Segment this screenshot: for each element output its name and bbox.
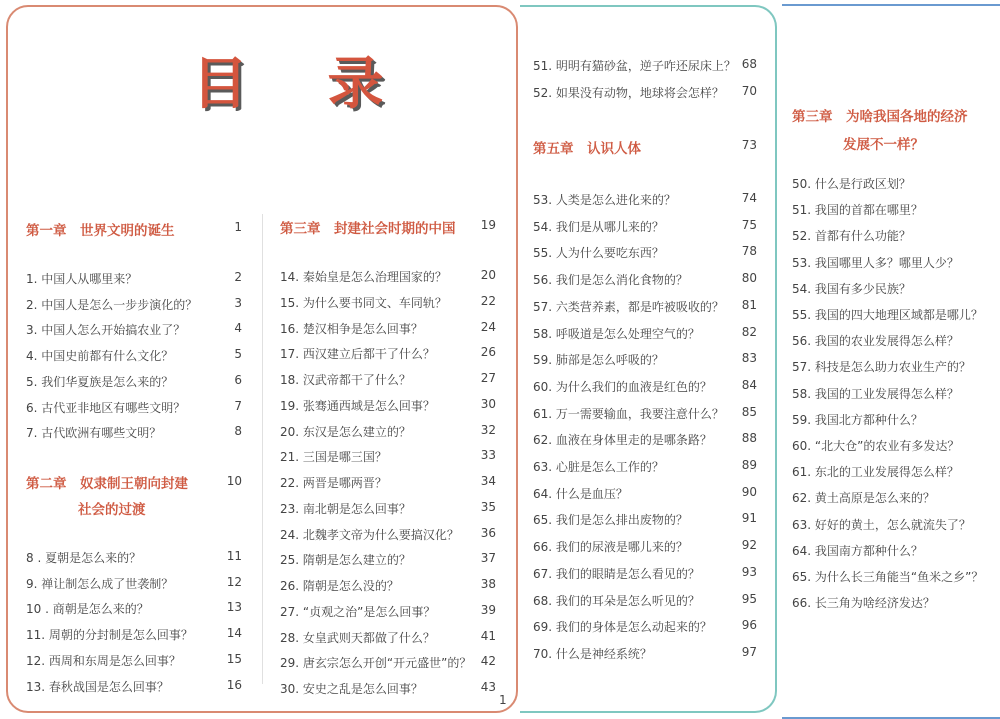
toc-entry: 11. 周朝的分封制是怎么回事？ — [26, 628, 193, 643]
toc-entry-page: 75 — [741, 217, 757, 232]
toc-entry: 8 . 夏朝是怎么来的？ — [26, 551, 142, 565]
toc-entry: 55. 人为什么要吃东西？ — [533, 246, 664, 261]
toc-entry: 16. 楚汉相争是怎么回事？ — [280, 321, 423, 336]
toc-entry: 6. 古代亚非地区有哪些文明？ — [26, 400, 186, 415]
toc-entry-page: 7 — [234, 398, 242, 413]
toc-entry-page: 2 — [234, 270, 242, 284]
toc-entry: 65. 我们是怎么排出废物的？ — [533, 513, 688, 528]
toc-entry: 15. 为什么要书同文、车同轨？ — [280, 295, 447, 310]
toc-entry: 54. 我们是从哪儿来的？ — [533, 219, 664, 234]
chapter-5-heading: 第五章 认识人体 — [533, 141, 641, 157]
toc-entry: 1. 中国人从哪里来？ — [26, 272, 138, 286]
toc-entry-page: 4 — [234, 321, 242, 336]
toc-entry: 52. 如果没有动物，地球将会怎样？ — [533, 86, 724, 100]
toc-entry-page: 13 — [226, 600, 242, 615]
toc-entry: 63. 好好的黄土，怎么就流失了？ — [792, 517, 971, 532]
toc-entry: 29. 唐玄宗怎么开创“开元盛世”的？ — [280, 656, 472, 671]
chapter-1-page: 1 — [234, 220, 242, 234]
toc-entry-page: 80 — [741, 271, 757, 286]
toc-entry-page: 30 — [480, 396, 496, 411]
toc-entry-page: 37 — [480, 551, 496, 566]
toc-entry: 21. 三国是哪三国？ — [280, 450, 387, 465]
toc-entry-page: 74 — [741, 191, 757, 205]
toc-entry-page: 39 — [480, 602, 496, 617]
toc-entry-page: 32 — [480, 422, 496, 437]
toc-entry-page: 81 — [741, 297, 757, 312]
toc-entry-page: 34 — [480, 474, 496, 488]
toc-entry-page: 42 — [480, 654, 496, 669]
toc-entry-page: 22 — [480, 293, 496, 308]
chapter-2-heading: 第二章 奴隶制王朝向封建 — [26, 476, 188, 492]
toc-entry-page: 36 — [480, 525, 496, 540]
toc-entry-page: 88 — [741, 431, 757, 446]
toc-entry-page: 68 — [741, 57, 757, 71]
toc-entry: 56. 我们是怎么消化食物的？ — [533, 273, 688, 288]
toc-entry: 22. 两晋是哪两晋？ — [280, 476, 387, 490]
toc-title: 目 录 — [192, 52, 414, 117]
toc-entry-page: 92 — [741, 538, 757, 553]
toc-entry: 18. 汉武帝都干了什么？ — [280, 373, 411, 387]
toc-entry-page: 14 — [226, 626, 242, 641]
chapter-2-page: 10 — [226, 474, 242, 488]
toc-entry-page: 12 — [226, 574, 242, 589]
toc-entry: 56. 我国的农业发展得怎么样？ — [792, 334, 959, 349]
toc-entry: 10 . 商朝是怎么来的？ — [26, 602, 149, 617]
toc-entry: 65. 为什么长三角能当“鱼米之乡”？ — [792, 570, 984, 584]
toc-entry-page: 97 — [741, 644, 757, 659]
toc-entry: 69. 我们的身体是怎么动起来的？ — [533, 620, 712, 635]
toc-entry: 53. 人类是怎么进化来的？ — [533, 193, 676, 207]
toc-entry: 54. 我国有多少民族？ — [792, 281, 911, 296]
toc-entry: 59. 肺部是怎么呼吸的？ — [533, 353, 664, 368]
toc-entry: 66. 长三角为啥经济发达？ — [792, 596, 935, 611]
toc-entry: 9. 禅让制怎么成了世袭制？ — [26, 576, 174, 591]
toc-entry: 2. 中国人是怎么一步步演化的？ — [26, 297, 198, 312]
chapter-3-page: 19 — [480, 218, 496, 232]
toc-entry-page: 84 — [741, 377, 757, 392]
toc-entry-page: 82 — [741, 324, 757, 339]
toc-entry: 25. 隋朝是怎么建立的？ — [280, 553, 411, 568]
toc-entry: 61. 东北的工业发展得怎么样？ — [792, 465, 959, 480]
toc-entry: 13. 春秋战国是怎么回事？ — [26, 679, 169, 694]
geo-chapter-3-heading-line2: 发展不一样？ — [843, 137, 924, 153]
toc-entry: 61. 万一需要输血，我要注意什么？ — [533, 406, 724, 421]
toc-entry-page: 93 — [741, 564, 757, 579]
toc-entry-page: 78 — [741, 244, 757, 259]
toc-entry-page: 43 — [480, 680, 496, 694]
toc-entry-page: 85 — [741, 404, 757, 419]
toc-entry: 27. “贞观之治”是怎么回事？ — [280, 604, 436, 619]
toc-entry: 57. 六类营养素，都是咋被吸收的？ — [533, 299, 724, 314]
toc-entry: 24. 北魏孝文帝为什么要搞汉化？ — [280, 527, 459, 542]
page-number: 1 — [499, 693, 507, 707]
toc-entry: 4. 中国史前都有什么文化？ — [26, 349, 174, 364]
toc-entry: 66. 我们的尿液是哪儿来的？ — [533, 540, 688, 555]
toc-entry: 55. 我国的四大地理区域都是哪儿？ — [792, 308, 983, 322]
toc-entry-page: 38 — [480, 577, 496, 591]
toc-entry: 19. 张骞通西域是怎么回事？ — [280, 398, 435, 413]
toc-entry: 51. 我国的首都在哪里？ — [792, 203, 923, 218]
toc-entry-page: 8 — [234, 424, 242, 439]
toc-entry: 70. 什么是神经系统？ — [533, 646, 652, 661]
toc-entry: 68. 我们的耳朵是怎么听见的？ — [533, 593, 700, 608]
toc-entry-page: 6 — [234, 372, 242, 387]
toc-entry-page: 11 — [226, 549, 242, 563]
toc-entry-page: 35 — [480, 499, 496, 514]
toc-entry: 53. 我国哪里人多？哪里人少？ — [792, 255, 959, 270]
toc-entry: 17. 西汉建立后都干了什么？ — [280, 347, 435, 362]
toc-entry: 30. 安史之乱是怎么回事？ — [280, 682, 423, 696]
toc-entry: 52. 首都有什么功能？ — [792, 229, 911, 244]
toc-entry: 60. 为什么我们的血液是红色的？ — [533, 379, 712, 394]
toc-entry: 28. 女皇武则天都做了什么？ — [280, 630, 435, 645]
toc-entry: 64. 什么是血压？ — [533, 486, 628, 501]
chapter-2-heading-line2: 社会的过渡 — [78, 502, 146, 518]
toc-entry-page: 15 — [226, 651, 242, 666]
toc-entry-page: 41 — [480, 628, 496, 643]
chapter-1-heading: 第一章 世界文明的诞生 — [26, 223, 175, 239]
toc-entry-page: 24 — [480, 319, 496, 334]
toc-entry: 58. 呼吸道是怎么处理空气的？ — [533, 326, 700, 341]
toc-entry: 63. 心脏是怎么工作的？ — [533, 460, 664, 474]
toc-entry-page: 33 — [480, 448, 496, 463]
toc-entry: 58. 我国的工业发展得怎么样？ — [792, 386, 959, 401]
toc-entry: 62. 血液在身体里走的是哪条路？ — [533, 433, 712, 448]
toc-entry: 60. “北大仓”的农业有多发达？ — [792, 439, 960, 453]
toc-entry: 57. 科技是怎么助力农业生产的？ — [792, 360, 971, 375]
toc-entry-page: 70 — [741, 84, 757, 98]
toc-entry: 50. 什么是行政区划？ — [792, 177, 911, 191]
toc-entry-page: 20 — [480, 268, 496, 282]
column-divider — [262, 214, 263, 684]
geo-chapter-3-heading: 第三章 为啥我国各地的经济 — [792, 109, 968, 125]
toc-entry: 20. 东汉是怎么建立的？ — [280, 424, 411, 439]
toc-entry: 14. 秦始皇是怎么治理国家的？ — [280, 270, 447, 284]
toc-entry: 67. 我们的眼睛是怎么看见的？ — [533, 566, 700, 581]
toc-entry: 51. 明明有猫砂盆，逆子咋还尿床上？ — [533, 59, 736, 73]
toc-entry: 12. 西周和东周是怎么回事？ — [26, 653, 181, 668]
chapter-5-page: 73 — [741, 138, 757, 152]
toc-entry: 59. 我国北方都种什么？ — [792, 412, 923, 427]
toc-entry-page: 90 — [741, 484, 757, 499]
toc-entry: 5. 我们华夏族是怎么来的？ — [26, 374, 174, 389]
toc-entry-page: 16 — [226, 677, 242, 692]
toc-entry: 3. 中国人怎么开始搞农业了？ — [26, 323, 186, 338]
toc-entry-page: 96 — [741, 618, 757, 633]
toc-entry: 23. 南北朝是怎么回事？ — [280, 501, 411, 516]
toc-entry-page: 89 — [741, 458, 757, 472]
toc-entry: 64. 我国南方都种什么？ — [792, 543, 923, 558]
toc-entry-page: 95 — [741, 591, 757, 606]
toc-entry: 62. 黄土高原是怎么来的？ — [792, 491, 935, 506]
toc-entry-page: 3 — [234, 295, 242, 310]
toc-entry-page: 27 — [480, 371, 496, 385]
toc-entry-page: 26 — [480, 345, 496, 360]
toc-entry-page: 83 — [741, 351, 757, 366]
chapter-3-heading: 第三章 封建社会时期的中国 — [280, 221, 456, 237]
toc-entry-page: 91 — [741, 511, 757, 526]
toc-entry: 7. 古代欧洲有哪些文明？ — [26, 426, 162, 441]
toc-entry-page: 5 — [234, 347, 242, 362]
toc-entry: 26. 隋朝是怎么没的？ — [280, 579, 399, 593]
